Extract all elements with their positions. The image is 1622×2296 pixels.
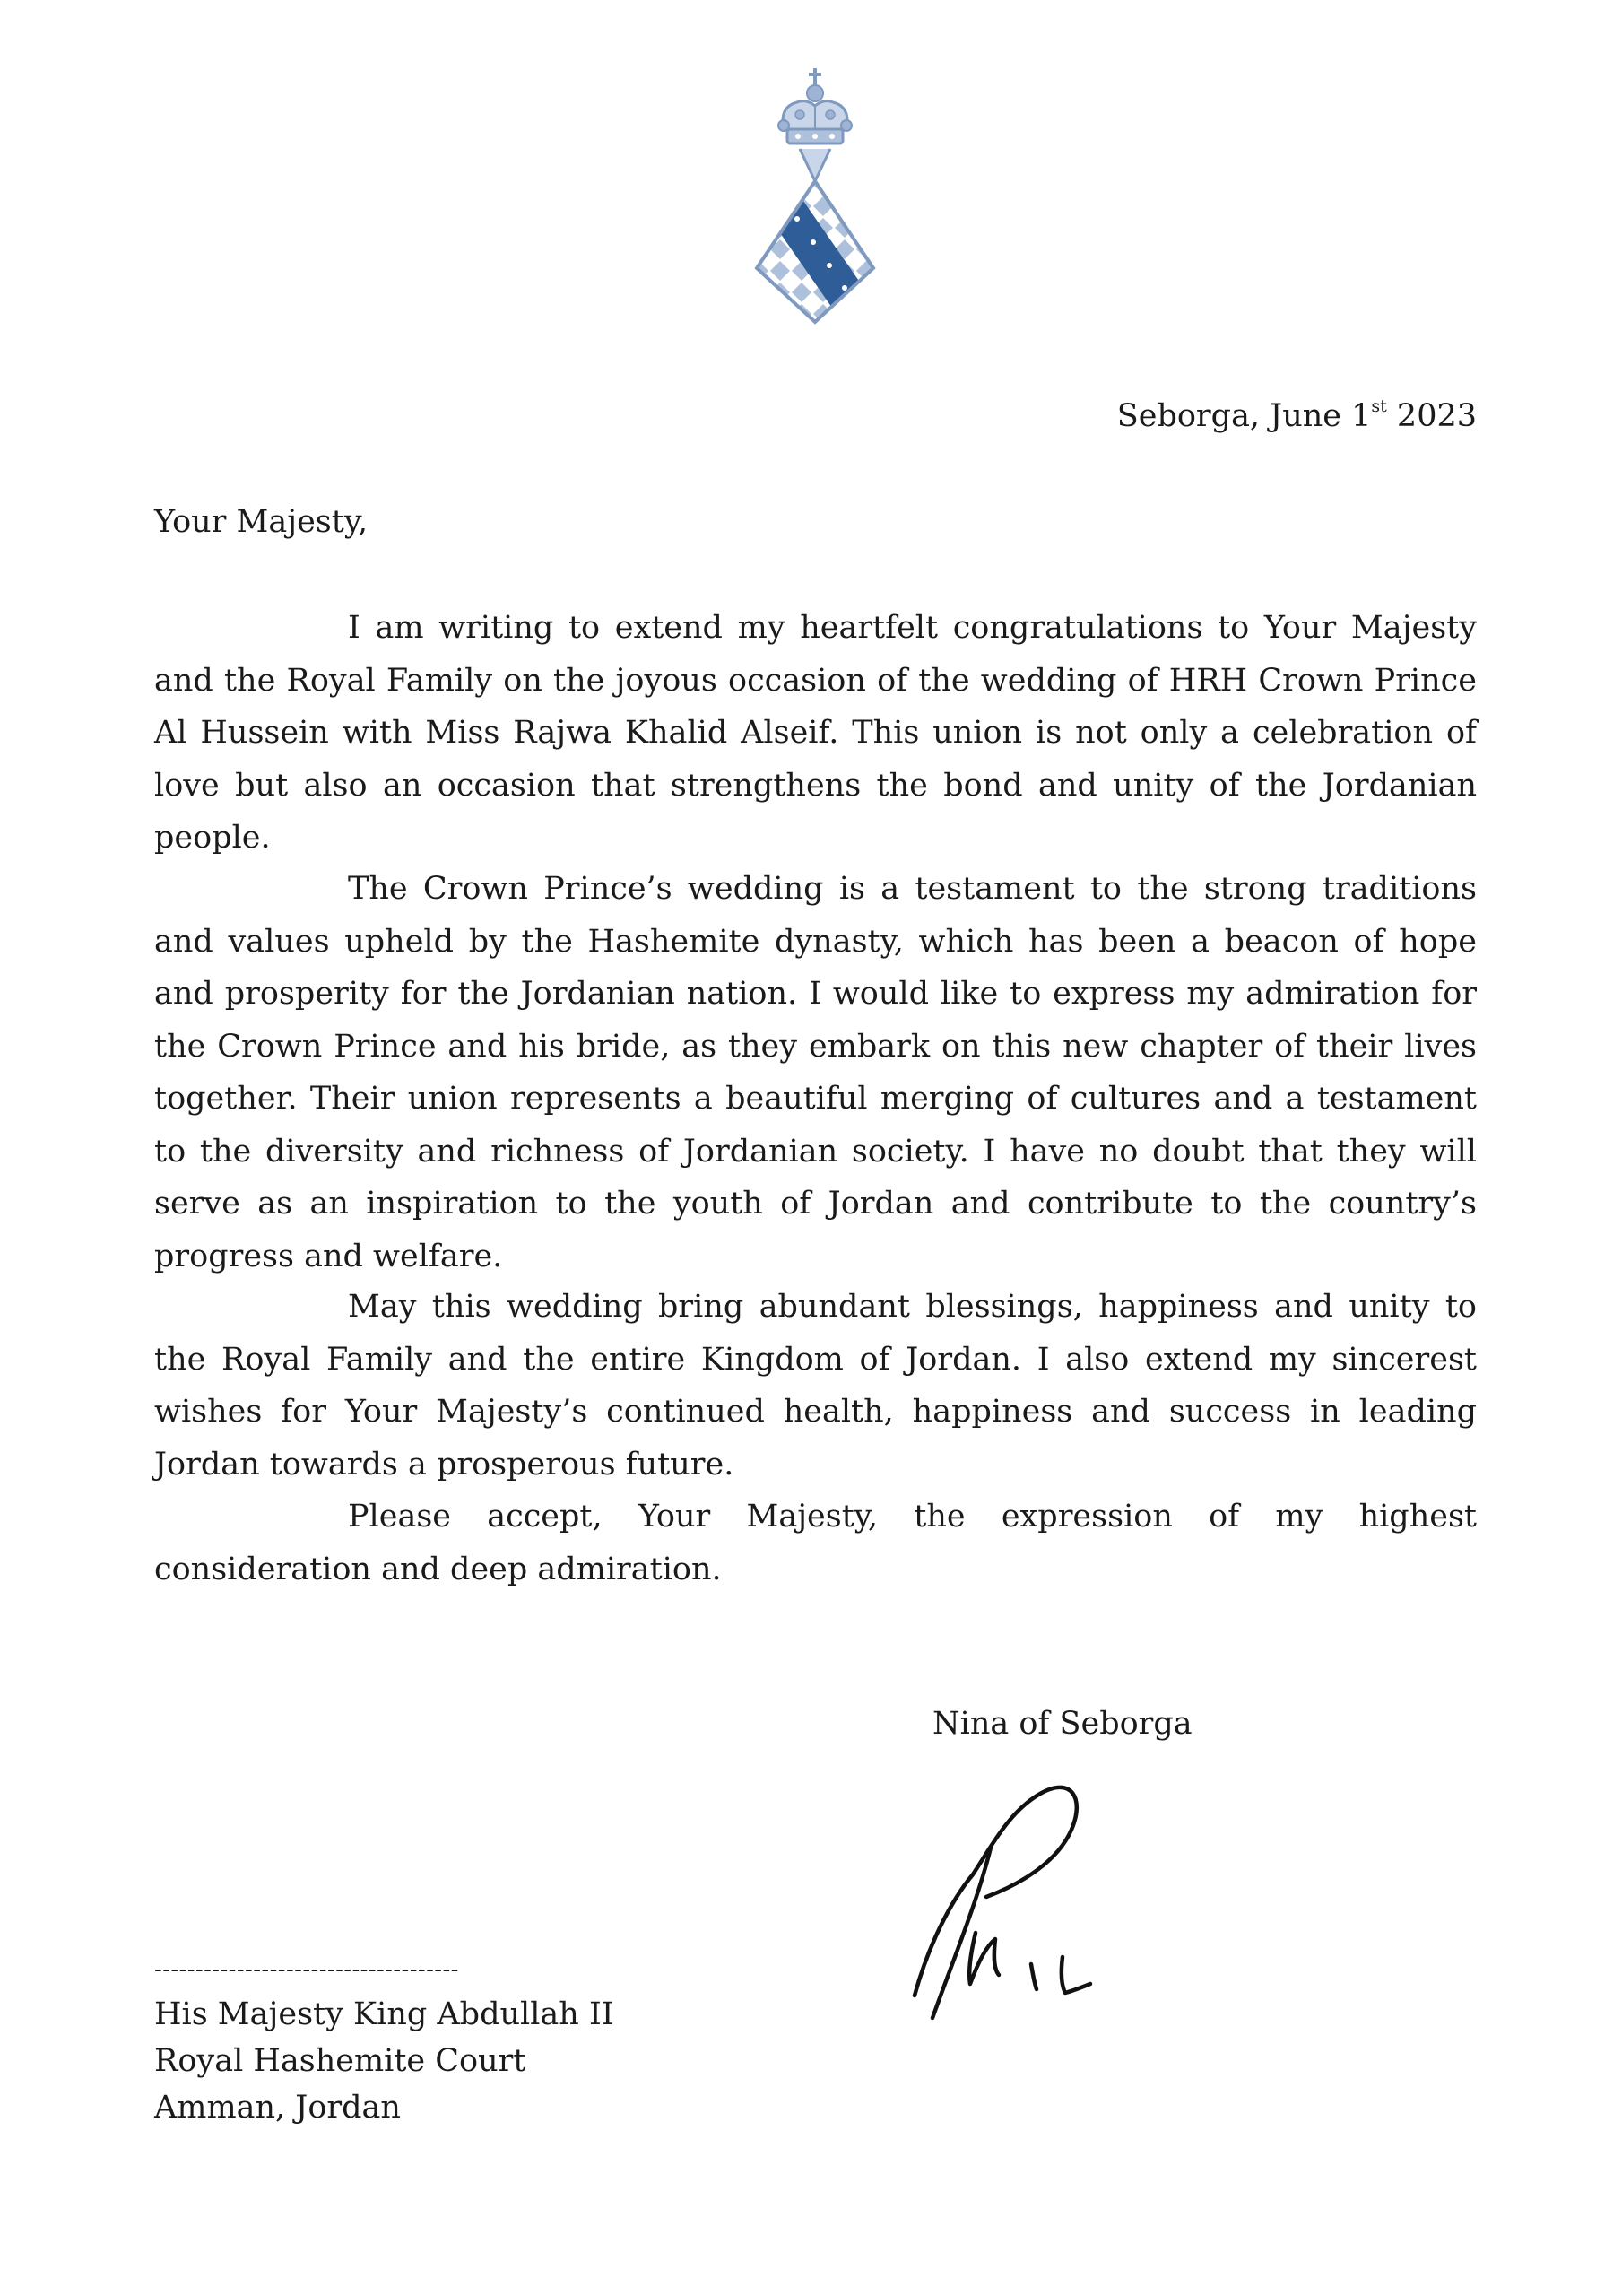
shield-icon bbox=[748, 149, 882, 326]
date-prefix: Seborga, June 1 bbox=[1116, 398, 1372, 434]
date-ordinal: st bbox=[1371, 396, 1387, 416]
seborga-coat-of-arms-icon bbox=[748, 66, 882, 326]
signature-separator: ------------------------------------- bbox=[154, 1956, 459, 1983]
recipient-organization: Royal Hashemite Court bbox=[154, 2043, 526, 2079]
letter-paragraph: Please accept, Your Majesty, the expression of my highest consideration and deep admiration. bbox=[154, 1499, 1477, 1587]
salutation: Your Majesty, bbox=[154, 504, 369, 540]
date-year: 2023 bbox=[1386, 398, 1477, 434]
handwritten-signature-icon bbox=[906, 1749, 1121, 2027]
letter-paragraph: The Crown Prince’s wedding is a testament to the strong traditions and values upheld by the Hashemite dynasty, which has been a beacon of hope and prosperity for the Jordanian nation. I would like to express my admiration for the Crown Prince and his bride, as they embark on this new chapter of their lives together. Their union represents a beautiful merging of cultures and a testament to the diversity and richness of Jordanian society. I have no doubt that they will serve as an inspiration to the youth of Jordan and contribute to the country’s progress and welfare. bbox=[154, 871, 1477, 1274]
crown-icon bbox=[778, 68, 852, 144]
recipient-address bbox=[154, 1991, 614, 2131]
recipient-name: His Majesty King Abdullah II bbox=[154, 1996, 614, 2032]
sender-name: Nina of Seborga bbox=[932, 1706, 1193, 1742]
letter-date bbox=[1117, 395, 1477, 438]
recipient-location: Amman, Jordan bbox=[154, 2090, 401, 2126]
letter-paragraph: I am writing to extend my heartfelt congratulations to Your Majesty and the Royal Family on the joyous occasion of the wedding of HRH Crown Prince Al Hussein with Miss Rajwa Khalid Alseif. This union is not only a celebration of love but also an occasion that strengthens the bond and unity of the Jordanian people. bbox=[154, 610, 1477, 856]
letter-paragraph: May this wedding bring abundant blessings, happiness and unity to the Royal Family and the entire Kingdom of Jordan. I also extend my sincerest wishes for Your Majesty’s continued health, happiness and success in leading Jordan towards a prosperous future. bbox=[154, 1289, 1477, 1483]
